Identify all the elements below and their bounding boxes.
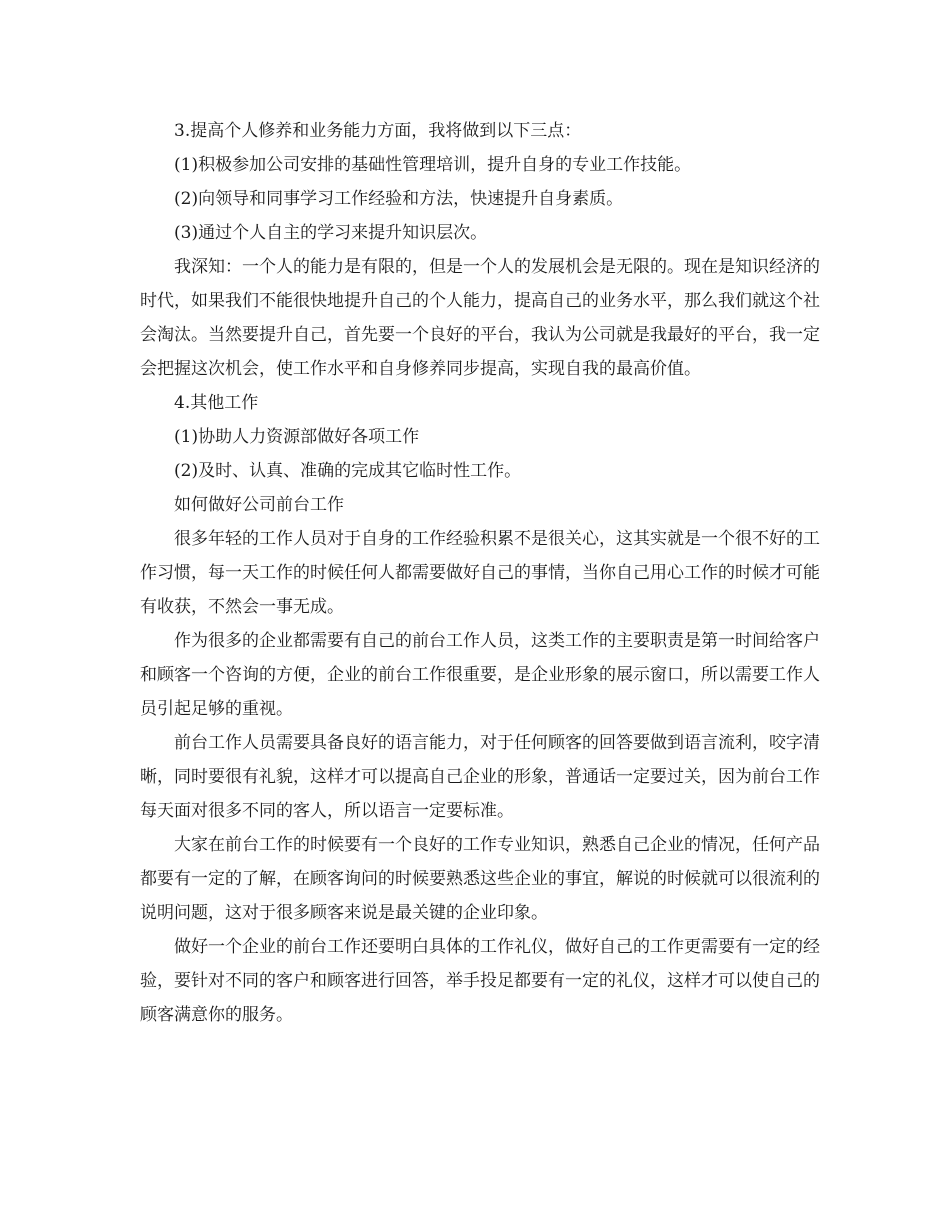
body-paragraph: 前台工作人员需要具备良好的语言能力，对于任何顾客的回答要做到语言流利，咬字清晰，同时要很有礼貌，这样才可以提高自己企业的形象，普通话一定要过关，因为前台工作每天面对很多不同的客人，所以语言一定要标准。 <box>140 733 820 821</box>
body-paragraph: 很多年轻的工作人员对于自身的工作经验积累不是很关心，这其实就是一个很不好的工作习惯，每一天工作的时候任何人都需要做好自己的事情，当你自己用心工作的时候才可能有收获，不然会一事无成。 <box>140 529 820 617</box>
article-title: 如何做好公司前台工作 <box>174 495 344 515</box>
body-paragraph: 我深知：一个人的能力是有限的，但是一个人的发展机会是无限的。现在是知识经济的时代，如果我们不能很快地提升自己的个人能力，提高自己的业务水平，那么我们就这个社会淘汰。当然要提升自己，首先要一个良好的平台，我认为公司就是我最好的平台，我一定会把握这次机会，使工作水平和自身修养同步提高，实现自我的最高价值。 <box>140 257 820 379</box>
list-item: (1)积极参加公司安排的基础性管理培训，提升自身的专业工作技能。 <box>174 155 692 175</box>
list-item: (1)协助人力资源部做好各项工作 <box>174 427 420 447</box>
list-item: (2)向领导和同事学习工作经验和方法，快速提升自身素质。 <box>174 189 624 209</box>
list-item: (3)通过个人自主的学习来提升知识层次。 <box>174 223 488 243</box>
document-body <box>140 114 820 1032</box>
body-paragraph: 做好一个企业的前台工作还要明白具体的工作礼仪，做好自己的工作更需要有一定的经验，要针对不同的客户和顾客进行回答，举手投足都要有一定的礼仪，这样才可以使自己的顾客满意你的服务。 <box>140 937 820 1025</box>
list-item: (2)及时、认真、准确的完成其它临时性工作。 <box>174 461 522 481</box>
body-paragraph: 作为很多的企业都需要有自己的前台工作人员，这类工作的主要职责是第一时间给客户和顾客一个咨询的方便，企业的前台工作很重要，是企业形象的展示窗口，所以需要工作人员引起足够的重视。 <box>140 631 820 719</box>
section-4-heading: 4.其他工作 <box>174 393 259 413</box>
body-paragraph: 大家在前台工作的时候要有一个良好的工作专业知识，熟悉自己企业的情况，任何产品都要有一定的了解，在顾客询问的时候要熟悉这些企业的事宜，解说的时候就可以很流利的说明问题，这对于很多顾客来说是最关键的企业印象。 <box>140 835 820 923</box>
section-3-heading: 3.提高个人修养和业务能力方面，我将做到以下三点： <box>174 121 582 141</box>
